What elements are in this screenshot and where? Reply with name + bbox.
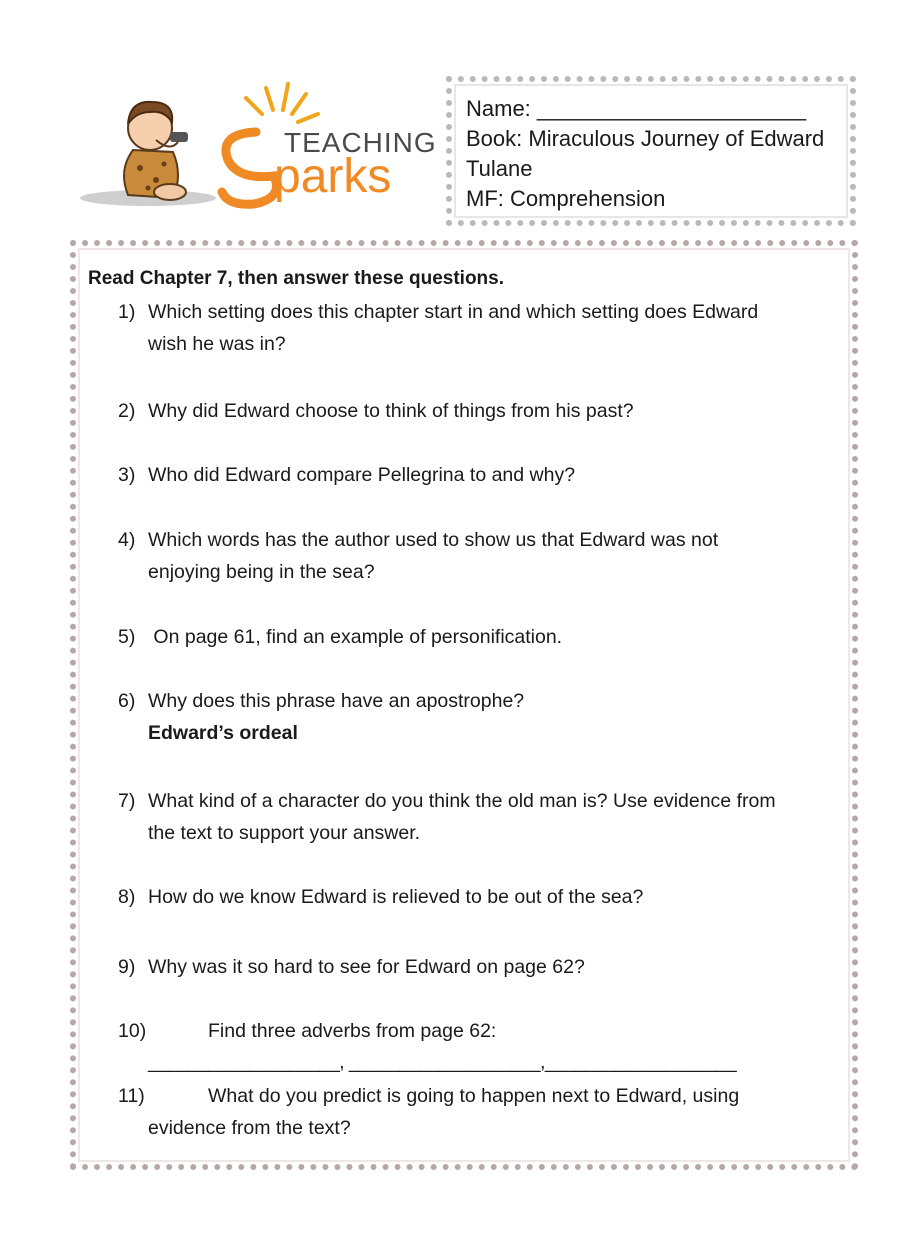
question-text: On page 61, find an example of personification. (148, 626, 563, 648)
question-text: Which setting does this chapter start in and which setting does Edward (148, 301, 759, 323)
phrase-example: Edward’s ordeal (148, 722, 298, 744)
question-11 (118, 1080, 838, 1144)
question-text: the text to support your answer. (148, 822, 421, 844)
teaching-sparks-logo (78, 80, 438, 220)
question-text: Why did Edward choose to think of things from his past? (148, 400, 634, 422)
mf-line: MF: Comprehension (466, 186, 666, 211)
question-text: What kind of a character do you think the old man is? Use evidence from (148, 790, 776, 812)
question-3 (118, 459, 838, 491)
question-text: Why does this phrase have an apostrophe? (148, 690, 525, 712)
question-5 (118, 621, 838, 653)
question-1 (118, 296, 838, 360)
question-number: 11) (118, 1085, 145, 1107)
question-4 (118, 524, 838, 588)
question-text: Which words has the author used to show us that Edward was not (148, 529, 719, 551)
question-text: evidence from the text? (148, 1117, 351, 1139)
question-number: 1) (118, 301, 136, 323)
caveman-mascot-icon (78, 80, 438, 220)
question-number: 4) (118, 529, 136, 551)
student-info-box (446, 76, 856, 226)
question-9 (118, 951, 838, 983)
worksheet-instructions: Read Chapter 7, then answer these questions. (88, 268, 504, 289)
book-title-line-2: Tulane (466, 156, 533, 181)
question-number: 6) (118, 690, 136, 712)
question-8 (118, 881, 838, 913)
logo-word-teaching: TEACHING (284, 127, 437, 158)
question-number: 8) (118, 886, 136, 908)
question-number: 7) (118, 790, 136, 812)
book-title-line-1: Book: Miraculous Journey of Edward (466, 126, 825, 151)
question-text: enjoying being in the sea? (148, 561, 375, 583)
question-number: 5) (118, 626, 136, 648)
question-text: Find three adverbs from page 62: (208, 1020, 497, 1042)
question-text: Why was it so hard to see for Edward on page 62? (148, 956, 585, 978)
question-number: 3) (118, 464, 136, 486)
question-text: wish he was in? (148, 333, 286, 355)
question-2 (118, 395, 838, 427)
question-text: Who did Edward compare Pellegrina to and why? (148, 464, 576, 486)
question-6 (118, 685, 838, 749)
question-number: 10) (118, 1020, 147, 1042)
question-7 (118, 785, 838, 849)
question-number: 9) (118, 956, 136, 978)
question-10 (118, 1015, 838, 1047)
name-field-line[interactable]: Name: ______________________ (466, 96, 807, 121)
logo-word-sparks: parks (274, 150, 392, 203)
question-text: How do we know Edward is relieved to be out of the sea? (148, 886, 644, 908)
question-text: What do you predict is going to happen next to Edward, using (208, 1085, 740, 1107)
answer-blanks[interactable]: ___________________, ___________________,___________________ (148, 1052, 737, 1073)
question-number: 2) (118, 400, 136, 422)
